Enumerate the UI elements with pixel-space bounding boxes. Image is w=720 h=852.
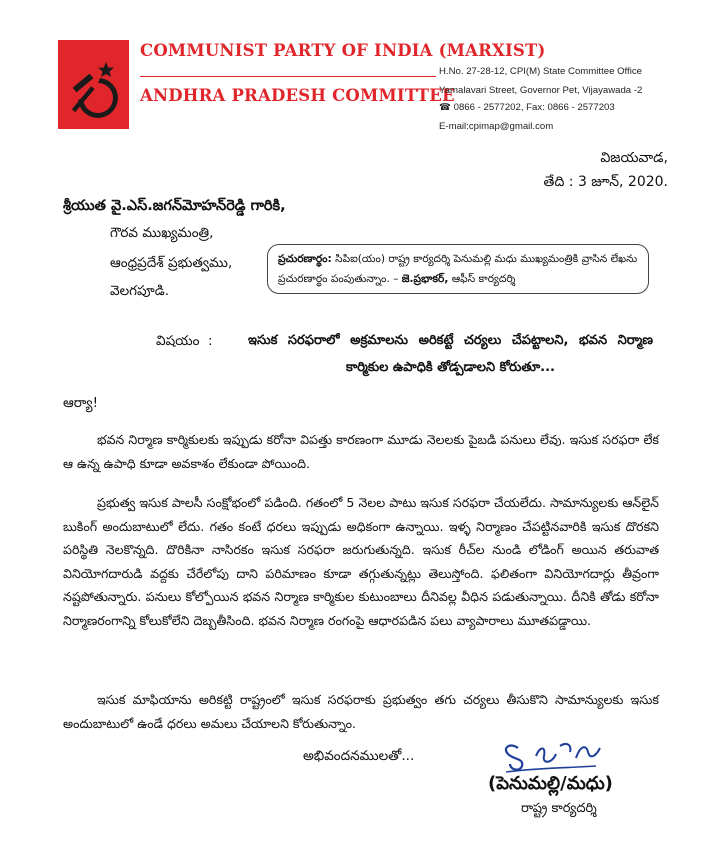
body-paragraph-3: ఇసుక మాఫియాను అరికట్టి రాష్ట్రంలో ఇసుక సరఫరాకు ప్రభుత్వం తగు చర్యలు తీసుకొని సామాన్యులకు ఇసుక అందుబాటులో ఉండే ధరలు అమలు చేయాలని కోరుతున్నాం. bbox=[63, 692, 659, 731]
email-address: E-mail:cpimap@gmail.com bbox=[439, 121, 554, 132]
recipient-government: ఆంధ్రప్రదేశ్‌ ప్రభుత్వము, bbox=[110, 255, 233, 271]
recipient-name: శ్రీయుత వై.ఎస్‌.జగన్‌మోహన్‌రెడ్డి గారికి, bbox=[63, 198, 286, 214]
recipient-place: వెలగపూడి. bbox=[110, 283, 169, 299]
date: తేది : 3 జూన్‌, 2020. bbox=[543, 174, 668, 190]
dateline bbox=[544, 146, 668, 194]
signature-mark bbox=[496, 738, 606, 778]
subject-label: విషయం bbox=[156, 333, 200, 349]
recipient-designation: గౌరవ ముఖ్యమంత్రి, bbox=[110, 225, 214, 241]
body-paragraph-2: ప్రభుత్వ ఇసుక పాలసీ సంక్షోభంలో పడింది. గతంలో 5 నెలల పాటు ఇసుక సరఫరా చేయలేదు. సామాన్యులకు ఆన్‌లైన్‌ బుకింగ్‌ అందుబాటులో లేదు. గతం కంటే ధరలు ఇప్పుడు అధికంగా ఉన్నాయి. ఇళ్ళ నిర్మాణం చేపట్టినవారికి ఇసుక దొరకని పరిస్థితి నెలకొన్నది. దొరికినా నాసిరకం ఇసుక సరఫరా జరుగుతున్నది. ఇసుక రీచ్‌ల నుండి లోడింగ్‌ అయిన తరువాత వినియోగదారుడి వద్దకు చేరేలోపు దాని పరిమాణం కూడా తగ్గుతున్నట్లు తెలుస్తోంది. ఫలితంగా వినియోగదార్లు తీవ్రంగా నష్టపోతున్నారు. పనులు కోల్పోయిన భవన నిర్మాణ కార్మికుల కుటుంబాలు దీనివల్ల వీధిన పడుతున్నాయి. దీనికి తోడు కరోనా నిర్మాణరంగాన్ని కోలుకోలేని దెబ్బతీసింది. భవన నిర్మాణ రంగంపై ఆధారపడిన పలు వ్యాపారాలు మూతపడ్డాయి. bbox=[63, 495, 659, 628]
address-line-2: Yamalavari Street, Governor Pet, Vijayawada -2 bbox=[439, 85, 643, 96]
place: విజయవాడ, bbox=[600, 150, 668, 166]
salutation: ఆర్యా! bbox=[63, 395, 99, 411]
party-name: COMMUNIST PARTY OF INDIA (MARXIST) bbox=[140, 41, 546, 60]
closing-greeting: అభివందనములతో... bbox=[303, 748, 415, 764]
press-note-box bbox=[267, 244, 649, 294]
signer-title: రాష్ట్ర కార్యదర్శి bbox=[521, 801, 597, 816]
signer-name: (పెనుమల్లి/మధు) bbox=[488, 773, 613, 794]
press-note-sender-role: ఆఫీస్‌ కార్యదర్శి bbox=[448, 273, 516, 285]
press-note-label: ప్రచురణార్థం: bbox=[278, 253, 332, 265]
subject-colon: : bbox=[208, 333, 213, 349]
phone-fax: ☎ 0866 - 2577202, Fax: 0866 - 2577203 bbox=[439, 102, 615, 113]
letterhead-divider bbox=[140, 76, 436, 77]
hammer-sickle-star-icon bbox=[58, 40, 129, 129]
party-logo bbox=[58, 40, 129, 129]
press-note-text: సిపిఐ(యం) రాష్ట్ర కార్యదర్శి పెనుమల్లి మధు ముఖ్యమంత్రికి వ్రాసిన లేఖను ప్రచురణార్థం పంపుతున్నాం. – bbox=[278, 253, 638, 285]
committee-name: ANDHRA PRADESH COMMITTEE bbox=[140, 86, 455, 105]
address-line-1: H.No. 27-28-12, CPI(M) State Committee Office bbox=[439, 66, 642, 77]
subject-text: ఇసుక సరఫరాలో అక్రమాలను అరికట్టే చర్యలు చేపట్టాలని, భవన నిర్మాణ కార్మికుల ఉపాధికి తోడ్పడాలని కోరుతూ... bbox=[248, 333, 653, 375]
press-note-sender: జె.ప్రభాకర్‌, bbox=[401, 273, 449, 285]
body-paragraph-1: భవన నిర్మాణ కార్మికులకు ఇప్పుడు కరోనా విపత్తు కారణంగా మూడు నెలలకు పైబడి పనులు లేవు. ఇసుక సరఫరా లేక ఆ ఉన్న ఉపాధి కూడా అవకాశం లేకుండా పోయింది. bbox=[63, 432, 659, 471]
